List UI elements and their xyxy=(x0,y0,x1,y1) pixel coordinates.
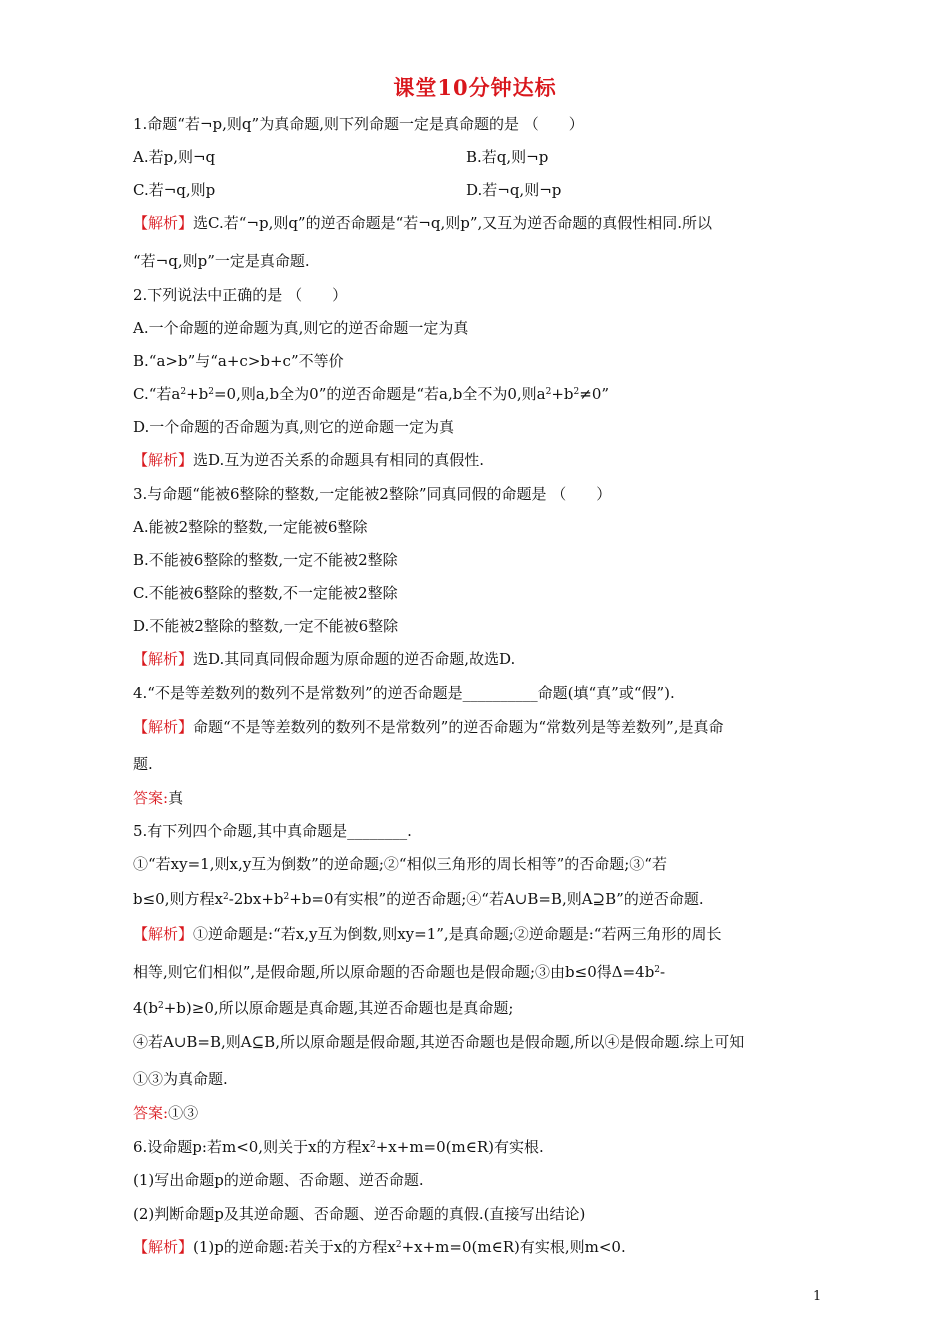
question-5-answer: 答案:①③ xyxy=(133,1104,199,1122)
question-1-options-cd xyxy=(133,179,823,201)
option-c: C.“若$a^2+b^2=0$,则a,b全为0”的逆否命题是“若a,b全不为0,则$a^2+b^2\ne 0$” xyxy=(133,385,610,403)
analysis-tag: 【解析】 xyxy=(133,925,194,943)
option-a: A.若p,则¬q xyxy=(133,148,216,166)
question-6-stem: 6.设命题p:若m<0,则关于x的方程$x^2+x+m=0(m\in R)$有实根. xyxy=(133,1138,544,1156)
page-number: 1 xyxy=(813,1289,822,1304)
analysis-tag: 【解析】 xyxy=(133,718,194,736)
option-c: C.若¬q,则p xyxy=(133,181,216,199)
question-6-analysis: 【解析】(1)p的逆命题:若关于x的方程$x^2+x+m=0(m\in R)$有实根,则m<0. xyxy=(133,1238,626,1256)
question-5-stem: 5.有下列四个命题,其中真命题是________. xyxy=(133,822,412,840)
question-6-part-2: (2)判断命题p及其逆命题、否命题、逆否命题的真假.(直接写出结论) xyxy=(133,1205,586,1223)
question-6-part-1: (1)写出命题p的逆命题、否命题、逆否命题. xyxy=(133,1171,424,1189)
option-b: B.不能被6整除的整数,一定不能被2整除 xyxy=(133,551,398,569)
page-title: 课堂10分钟达标 xyxy=(393,75,557,100)
question-2-analysis: 【解析】选D.互为逆否关系的命题具有相同的真假性. xyxy=(133,451,485,469)
question-2-stem: 2.下列说法中正确的是 （ ） xyxy=(133,286,348,304)
question-1-options-ab xyxy=(133,146,823,168)
question-3-analysis: 【解析】选D.其同真同假命题为原命题的逆否命题,故选D. xyxy=(133,650,516,668)
question-1-analysis: 【解析】选C.若“¬p,则q”的逆否命题是“若¬q,则p”,又互为逆否命题的真假性相同.所以 xyxy=(133,214,713,232)
question-5-analysis-5: ①③为真命题. xyxy=(133,1070,228,1088)
analysis-tag: 【解析】 xyxy=(133,214,194,232)
question-1-analysis-cont: “若¬q,则p”一定是真命题. xyxy=(133,252,310,270)
option-a: A.一个命题的逆命题为真,则它的逆否命题一定为真 xyxy=(133,319,469,337)
question-5-analysis-4: ④若A∪B=B,则A⊆B,所以原命题是假命题,其逆否命题也是假命题,所以④是假命题.综上可知 xyxy=(133,1033,745,1051)
option-c: C.不能被6整除的整数,不一定能被2整除 xyxy=(133,584,398,602)
option-d: D.一个命题的否命题为真,则它的逆命题一定为真 xyxy=(133,418,455,436)
question-4-stem: 4.“不是等差数列的数列不是常数列”的逆否命题是__________命题(填“真”或“假”). xyxy=(133,684,675,702)
question-5-analysis: 【解析】①逆命题是:“若x,y互为倒数,则xy=1”,是真命题;②逆命题是:“若两三角形的周长 xyxy=(133,925,722,943)
question-4-answer: 答案:真 xyxy=(133,789,184,807)
question-5-line-2: b≤0,则方程$x^2-2bx+b^2+b=0$有实根”的逆否命题;④“若A∪B=B,则A⊇B”的逆否命题. xyxy=(133,890,704,908)
question-5-analysis-3: $4(b^2+b)\ge 0$,所以原命题是真命题,其逆否命题也是真命题; xyxy=(133,999,514,1017)
question-5-analysis-2: 相等,则它们相似”,是假命题,所以原命题的否命题也是假命题;③由b≤0得$\Delta=4b^2-$ xyxy=(133,963,666,981)
analysis-tag: 【解析】 xyxy=(133,650,194,668)
answer-tag: 答案: xyxy=(133,1104,169,1122)
question-3-stem: 3.与命题“能被6整除的整数,一定能被2整除”同真同假的命题是 （ ） xyxy=(133,485,612,503)
option-a: A.能被2整除的整数,一定能被6整除 xyxy=(133,518,368,536)
option-b: B.“a>b”与“a+c>b+c”不等价 xyxy=(133,352,344,370)
analysis-tag: 【解析】 xyxy=(133,451,194,469)
analysis-tag: 【解析】 xyxy=(133,1238,194,1256)
option-d: D.不能被2整除的整数,一定不能被6整除 xyxy=(133,617,399,635)
option-b: B.若q,则¬p xyxy=(466,148,549,166)
question-4-analysis-cont: 题. xyxy=(133,755,153,773)
question-5-line-1: ①“若xy=1,则x,y互为倒数”的逆命题;②“相似三角形的周长相等”的否命题;③“若 xyxy=(133,855,667,873)
question-4-analysis: 【解析】命题“不是等差数列的数列不是常数列”的逆否命题为“常数列是等差数列”,是真命 xyxy=(133,718,724,736)
option-d: D.若¬q,则¬p xyxy=(466,181,562,199)
question-1-stem: 1.命题“若¬p,则q”为真命题,则下列命题一定是真命题的是 （ ） xyxy=(133,115,584,133)
answer-tag: 答案: xyxy=(133,789,169,807)
